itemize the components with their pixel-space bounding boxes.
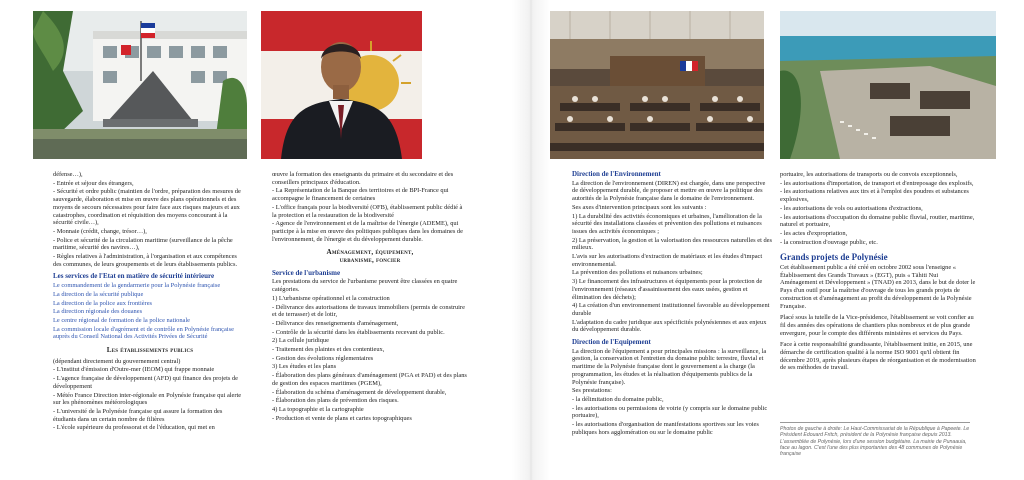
etab-line: (dépendant directement du gouvernement central) [53,357,181,365]
grands-line: Placé sous la tutelle de la Vice-présidence, l'établissement se voit confier au fil des années des opérations de chantiers plus nombreux et de plus grande envergure, pour le compte des différents ministères et services du Pays. [780,314,974,337]
col4-line: - les autorisations relatives aux tirs et à l'emploi des poudres et substances explosives, [780,188,969,204]
col1-line: - Sécurité et ordre public (maintien de l'ordre, préparation des mesures de sauvegarde, élaboration et mise en œuvre des plans opérationnels et des moyens de secours nécessaires pour faire face aux risques majeurs et aux catastrophes, coordination et réquisition des moyens concourant à la sécurité civile…), [53,188,241,227]
page-gutter [512,0,550,480]
service-link[interactable]: La direction de la police aux frontières [53,299,153,307]
col1-line: - Règles relatives à l'administration, à l'organisation et aux compétences des communes, de leurs groupements et de leurs établissements publics. [53,253,238,268]
col1-line: - Monnaie (crédit, change, trésor…), [53,227,147,235]
urbanisme-line: 4) La topographie et la cartographie [272,405,364,413]
service-link[interactable]: Le commandement de la gendarmerie pour la Polynésie française [53,282,221,290]
photo-mairie-punaauia [780,11,996,159]
service-link[interactable]: La direction régionale des douanes [53,308,143,316]
mairie-punaauia-image [780,11,996,159]
text-column-3 [572,171,772,471]
equip-line: La direction de l'équipement a pour principales missions : la surveillance, la gestion, la conservation et l'entretien du domaine public terrestre, fluvial et maritime de la Polynésie française dont le gouvernement a la charge (la programmation, les études et la réalisation d'équipements publics de la Polynésie française). [572,347,767,386]
equipement-heading: Direction de l'Equipement [572,338,651,347]
urbanisme-line: - Traitement des plaintes et des contentieux, [272,346,385,354]
env-line: 1) La durabilité des activités économiques et urbaines, l'amélioration de la sécurité des installations classées et prévention des pollutions et nuisances issues des activités économiques ; [572,212,762,235]
haut-commissariat-image [33,11,247,159]
service-link[interactable]: La commission locale d'agrément et de contrôle en Polynésie française auprès du Conseil National des Activités Privées de Sécurité [53,325,234,341]
urbanisme-line: - Gestion des évolutions réglementaires [272,354,374,362]
env-line: La direction de l'environnement (DIREN) est chargée, dans une perspective de développement durable, de proposer et mettre en œuvre la politique des autorités de la Polynésie française dans le domaine de l'environnement. [572,179,766,203]
urbanisme-line: - Élaboration des plans de prévention des risques. [272,397,399,405]
urbanisme-line: Les prestations du service de l'urbanisme peuvent être classées en quatre catégories. [272,278,458,294]
col1-line: - Police et sécurité de la circulation maritime (surveillance de la pêche maritime, sécurité des navires…), [53,236,233,252]
photo-president [261,11,422,159]
urbanisme-line: - Élaboration du schéma d'aménagement de développement durable, [272,388,447,396]
urbanisme-line: - Contrôle de la sécurité dans les établissements recevant du public. [272,328,445,336]
etablissements-heading: Les établissements publics [106,346,194,355]
equip-line: - les autorisations d'organisation de manifestations sportives sur les voies publiques hors agglomération ou sur le domaine public [572,421,759,436]
env-line: 4) La création d'un environnement institutionnel favorable au développement durable [572,302,770,317]
photo-caption: Photos de gauche à droite: Le Haut-Commissariat de la République à Papeete. Le Président Edouard Fritch, président de la Polynésie française depuis 2013. L'assemblée de Polynésie, lors d'une session budgétaire. La mairie de Punaauia, face au lagon. C'est l'une des plus importantes des 48 communes de Polynésie française [780,422,970,466]
env-line: 2) La préservation, la gestion et la valorisation des ressources naturelles et des milieux. [572,236,772,252]
right-page [550,0,1024,480]
env-line: L'adaptation du cadre juridique aux spécificités polynésiennes et aux enjeux du développement durable. [572,318,767,334]
col2-line: - La Représentation de la Banque des territoires et de BPI-France qui accompagne le financement de certaines [272,187,449,203]
urbanisme-line: 1) L'urbanisme opérationnel et la construction [272,294,390,302]
service-link[interactable]: La direction de la sécurité publique [53,290,144,298]
assemblee-image [550,11,764,159]
grands-projets-heading: Grands projets de Polynésie [780,252,888,263]
equip-line: - la délimitation du domaine public, [572,395,664,403]
urbanisme-line: 2) La cellule juridique [272,337,329,345]
col1-line: défense…), [53,171,83,178]
urbanisme-heading: Service de l'urbanisme [272,268,341,277]
text-column-1 [53,171,247,471]
urbanisme-line: - Délivrance des autorisations de travaux immobiliers (permis de construire et de terrasser) et de lotir, [272,303,465,319]
environnement-heading: Direction de l'Environnement [572,171,661,178]
env-line: 3) Le financement des infrastructures et équipements pour la protection de l'environnement (réseaux d'assainissement des eaux usées, gestion et élimination des déchets); [572,278,763,301]
env-line: L'avis sur les autorisations d'extraction de matériaux et les études d'impact environnemental. [572,253,763,268]
col4-line: - les autorisations d'importation, de transport et d'entreposage des explosifs, [780,179,974,187]
grands-line: Face à cette responsabilité grandissante, l'établissement initie, en 2015, une démarche de certification qualité à la norme ISO 9001 qu'il obtient fin décembre 2019, après plusieurs étapes de réorganisation et de modernisation de ses méthodes de travail. [780,341,976,372]
equip-line: - les autorisations ou permissions de voirie (y compris sur le domaine public portuaire), [572,404,768,420]
urbanisme-line: - Production et vente de plans et cartes topographiques [272,414,412,422]
etab-line: - L'institut d'émission d'Outre-mer (IEOM) qui frappe monnaie [53,366,215,374]
text-column-2 [272,171,468,471]
equip-line: Ses prestations: [572,387,612,395]
env-line: La prévention des pollutions et nuisances urbaines; [572,269,703,277]
env-line: Ses axes d'intervention principaux sont les suivants : [572,203,707,211]
col4-line: - les autorisations d'occupation du domaine public fluvial, routier, maritime, naturel et portuaire, [780,213,975,229]
etab-line: - L'école supérieure du professorat et de l'éducation, qui met en [53,424,215,432]
col2-line: - L'office français pour la biodiversité (OFB), établissement public dédié à la protection et la restauration de la biodiversité [272,203,463,219]
col4-line: portuaire, les autorisations de transports ou de convois exceptionnels, [780,171,958,178]
president-portrait-image [261,11,422,159]
etab-line: - L'agence française de développement (AFD) qui finance des projets de développement [53,375,238,390]
col4-line: - les autorisations de vols ou autorisations d'extractions, [780,204,923,212]
etab-line: - L'université de la Polynésie française qui assure la formation des étudiants dans un certain nombre de filières [53,407,223,423]
urbanisme-line: - Élaboration des plans généraux d'aménagement (PGA et PAD) et des plans de gestion des espaces maritimes (PGEM), [272,372,467,387]
urbanisme-line: - Délivrance des renseignements d'aménagement, [272,319,399,327]
col2-line: - Agence de l'environnement et de la maîtrise de l'énergie (ADEME), qui participe à la mise en œuvre des politiques publiques dans les domaines de l'environnement, de l'énergie et du développement durable. [272,220,463,243]
amenagement-heading-2: urbanisme, foncier [339,256,401,265]
amenagement-heading-1: Aménagement, équipement, [326,248,414,257]
services-heading: Les services de l'Etat en matière de sécurité intérieure [53,272,215,281]
etab-line: - Météo France Direction inter-régionale en Polynésie française qui alerte sur les phénomènes météorologiques [53,391,242,407]
grands-line: Cet établissement public a été créé en octobre 2002 sous l'enseigne « Établissement des Grands Travaux » (EGT), puis « Tāhiti Nui Aménagement et Développement » (TNAD) en 2013, dans le but de doter le Pays d'un outil pour la maîtrise d'ouvrage de tous les grands projets de construction et d'aménagement au profit du développement de la Polynésie Française. [780,264,976,310]
urbanisme-line: 3) Les études et les plans [272,363,337,371]
col4-line: - la construction d'ouvrage public, etc. [780,238,878,246]
col4-line: - les actes d'expropriation, [780,229,848,237]
col1-line: - Entrée et séjour des étrangers, [53,179,134,187]
photo-haut-commissariat [33,11,247,159]
photo-assemblee [550,11,764,159]
service-link[interactable]: Le centre régional de formation de la police nationale [53,316,190,324]
text-column-4 [780,171,976,403]
col2-line: œuvre la formation des enseignants du primaire et du secondaire et des conseillers principaux d'éducation. [272,171,454,186]
